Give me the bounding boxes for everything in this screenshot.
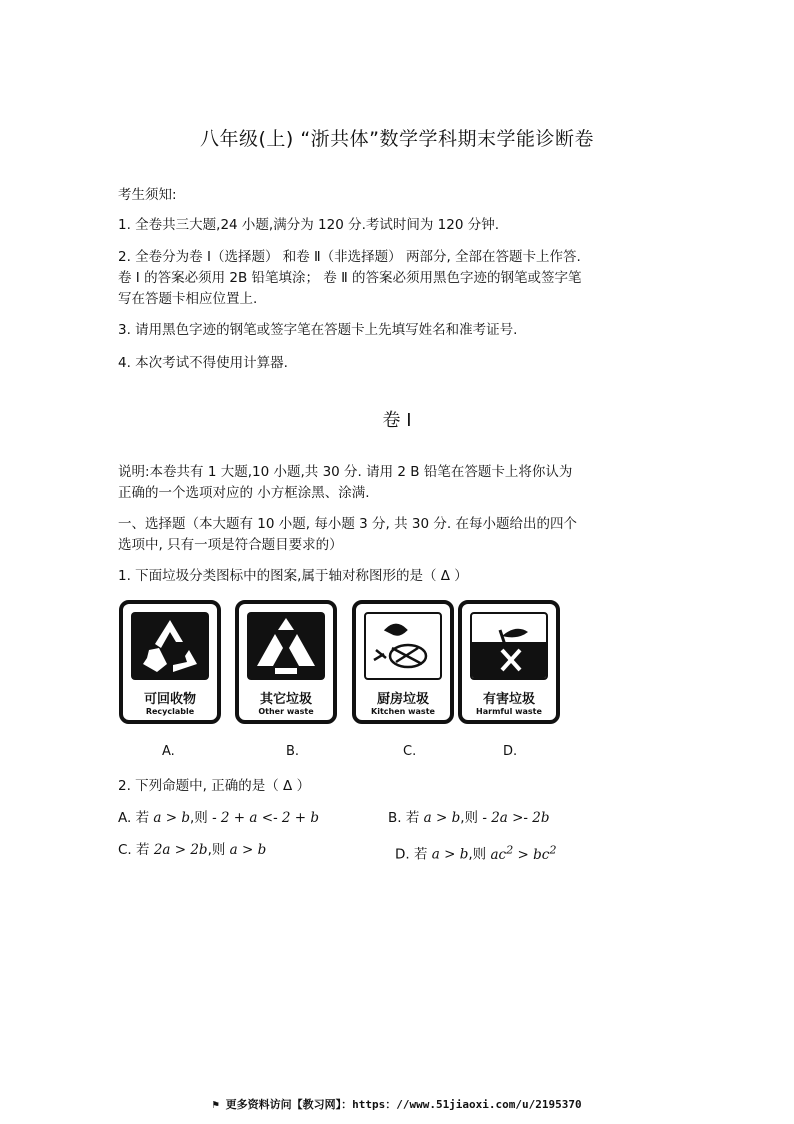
other-waste-icon (247, 612, 325, 680)
q2-option-c-result: a > b (229, 842, 267, 858)
q2-option-b-result: - 2a >- 2b (482, 810, 550, 826)
notice-item-2: 2. 全卷分为卷 Ⅰ（选择题） 和卷 Ⅱ（非选择题） 两部分, 全部在答题卡上作答. (118, 249, 581, 265)
q2-option-d (395, 840, 557, 865)
q1-option-a-label: A. (162, 744, 175, 759)
q2-option-b-prefix: B. 若 (388, 810, 420, 826)
q2-option-b (388, 808, 550, 828)
other-waste-sign (235, 600, 337, 724)
q2-option-a-condition: a > b (153, 810, 190, 826)
notice-item-4: 4. 本次考试不得使用计算器. (118, 355, 288, 371)
harmful-waste-sign (458, 600, 560, 724)
footer-text: 更多资料访问【教习网】：https：//www.51jiaoxi.com/u/2195370 (225, 1098, 582, 1111)
q2-option-a-prefix: A. 若 (118, 810, 150, 826)
q2-option-c-prefix: C. 若 (118, 842, 150, 858)
q1-option-d-label: D. (503, 744, 518, 759)
part-one-line-2: 选项中, 只有一项是符合题目要求的） (118, 537, 343, 553)
flag-icon: ⚑ (212, 1098, 226, 1111)
recycle-icon (131, 612, 209, 680)
instructions-line-1: 说明:本卷共有 1 大题,10 小题,共 30 分. 请用 2 B 铅笔在答题卡上将你认为 (118, 464, 573, 480)
q2-option-b-condition: a > b (423, 810, 461, 826)
other-waste-en-label: Other waste (258, 707, 314, 716)
section-title: 卷 Ⅰ (382, 410, 412, 431)
q2-option-a (118, 808, 319, 828)
notice-item-3: 3. 请用黑色字迹的钢笔或签字笔在答题卡上先填写姓名和准考证号. (118, 322, 518, 338)
harmful-waste-cn-label: 有害垃圾 (482, 692, 535, 707)
q2-option-d-result: $ac^2 > bc^2$ (490, 843, 557, 863)
footer-link[interactable] (0, 1096, 794, 1112)
question-2-stem: 2. 下列命题中, 正确的是（ Δ ） (118, 778, 311, 794)
recyclable-cn-label: 可回收物 (143, 692, 196, 707)
q2-option-a-result: - 2 + a <- 2 + b (212, 810, 320, 826)
q1-option-b-label: B. (286, 744, 300, 759)
q2-option-a-then: ,则 (189, 810, 208, 826)
instructions-line-2: 正确的一个选项对应的 小方框涂黑、涂满. (118, 485, 370, 501)
kitchen-waste-cn-label: 厨房垃圾 (376, 692, 429, 707)
part-one-line-1: 一、选择题（本大题有 10 小题, 每小题 3 分, 共 30 分. 在每小题给出的四个 (118, 516, 577, 532)
page-title: 八年级(上) “浙共体”数学学科期末学能诊断卷 (199, 128, 595, 150)
q2-option-c-then: ,则 (207, 842, 226, 858)
recyclable-sign (119, 600, 221, 724)
notice-heading: 考生须知: (118, 187, 177, 203)
notice-item-1: 1. 全卷共三大题,24 小题,满分为 120 分.考试时间为 120 分钟. (118, 217, 500, 233)
q2-option-b-then: ,则 (460, 810, 479, 826)
q2-option-d-then: ,则 (468, 846, 487, 863)
harmful-waste-icon (470, 612, 548, 680)
q2-option-d-condition: a > b (431, 846, 469, 863)
q2-option-c-condition: 2a > 2b (153, 842, 208, 858)
other-waste-cn-label: 其它垃圾 (259, 692, 312, 707)
harmful-waste-en-label: Harmful waste (476, 707, 542, 716)
kitchen-waste-en-label: Kitchen waste (371, 707, 435, 716)
notice-item-2-cont2: 写在答题卡相应位置上. (118, 291, 258, 307)
notice-item-2-cont: 卷 Ⅰ 的答案必须用 2B 铅笔填涂； 卷 Ⅱ 的答案必须用黑色字迹的钢笔或签字笔 (118, 270, 582, 286)
q2-option-c (118, 840, 266, 860)
kitchen-waste-icon (364, 612, 442, 680)
question-1-stem: 1. 下面垃圾分类图标中的图案,属于轴对称图形的是（ Δ ） (118, 568, 468, 584)
kitchen-waste-sign (352, 600, 454, 724)
q2-option-d-prefix: D. 若 (395, 846, 428, 863)
q1-option-c-label: C. (403, 744, 417, 759)
recyclable-en-label: Recyclable (145, 707, 195, 716)
